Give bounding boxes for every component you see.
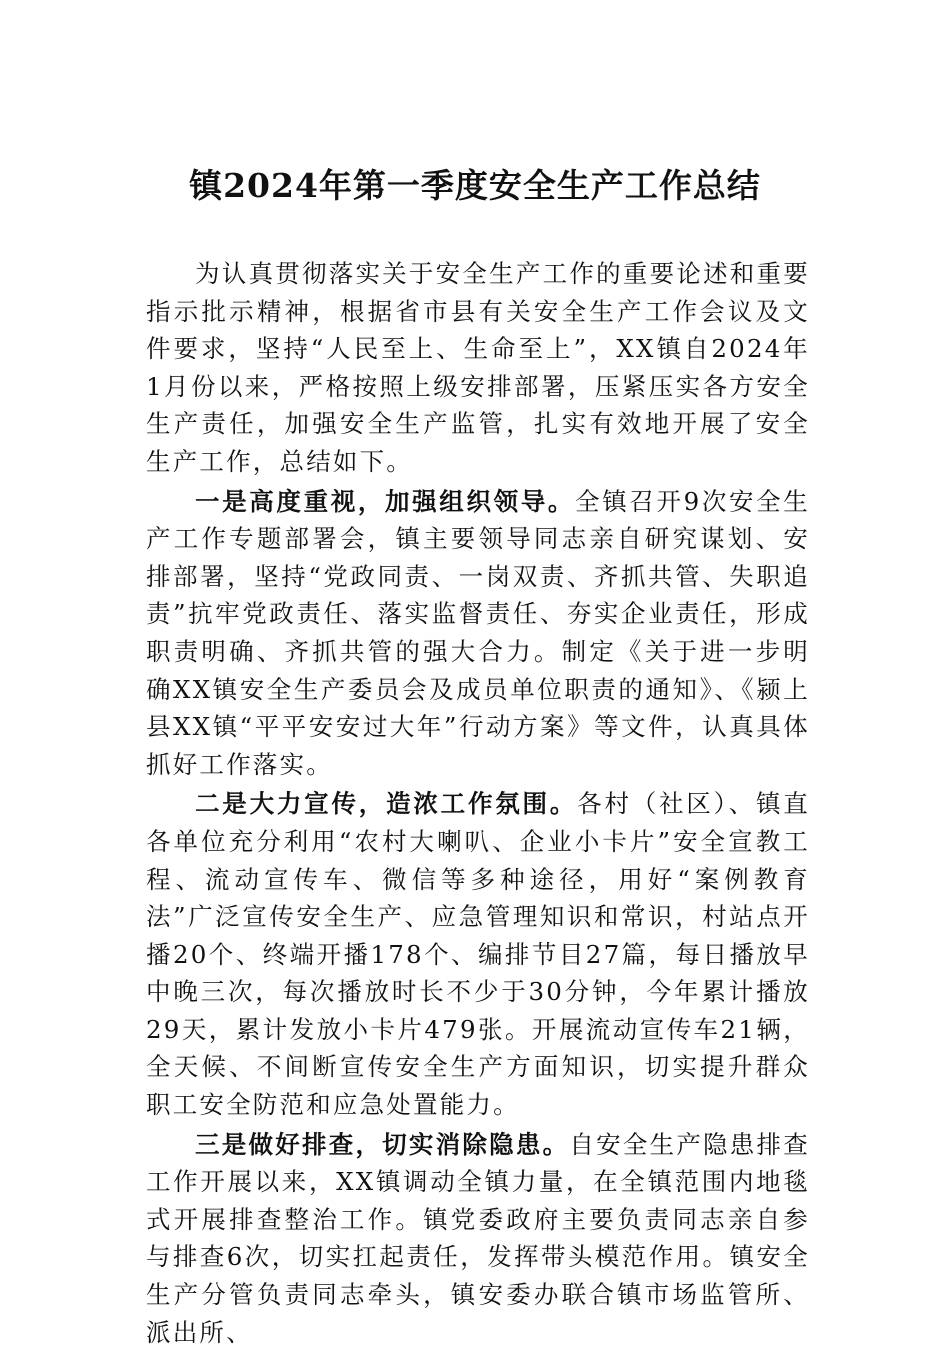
paragraph-publicity <box>146 785 810 1123</box>
paragraph-intro <box>146 255 810 481</box>
paragraph-text: 全镇召开9次安全生产工作专题部署会，镇主要领导同志亲自研究谋划、安排部署，坚持“党政同责、一岗双责、齐抓共管、失职追责”抗牢党政责任、落实监督责任、夯实企业责任，形成职责明确、齐抓共管的强大合力。制定《关于进一步明确XX镇安全生产委员会及成员单位职责的通知》、《颍上县XX镇“平平安安过大年”行动方案》等文件，认真具体抓好工作落实。 <box>146 486 810 779</box>
paragraph-inspection <box>146 1126 810 1352</box>
paragraph-organization <box>146 483 810 784</box>
paragraph-lead: 二是大力宣传，造浓工作氛围。 <box>195 789 578 819</box>
paragraph-text: 自安全生产隐患排查工作开展以来，XX镇调动全镇力量，在全镇范围内地毯式开展排查整治工作。镇党委政府主要负责同志亲自参与排查6次，切实扛起责任，发挥带头模范作用。镇安全生产分管负责同志牵头，镇安委办联合镇市场监管所、派出所、 <box>146 1129 810 1347</box>
document-body <box>146 255 810 1353</box>
paragraph-text: 各村（社区）、镇直各单位充分利用“农村大喇叭、企业小卡片”安全宣教工程、流动宣传车、微信等多种途径，用好“案例教育法”广泛宣传安全生产、应急管理知识和常识，村站点开播20个、终端开播178个、编排节目27篇，每日播放早中晚三次，每次播放时长不少于30分钟，今年累计播放29天，累计发放小卡片479张。开展流动宣传车21辆，全天候、不间断宣传安全生产方面知识，切实提升群众职工安全防范和应急处置能力。 <box>146 789 810 1120</box>
paragraph-lead: 一是高度重视，加强组织领导。 <box>195 486 576 516</box>
paragraph-text: 为认真贯彻落实关于安全生产工作的重要论述和重要指示批示精神，根据省市县有关安全生产工作会议及文件要求，坚持“人民至上、生命至上”，XX镇自2024年1月份以来，严格按照上级安排部署，压紧压实各方安全生产责任，加强安全生产监管，扎实有效地开展了安全生产工作，总结如下。 <box>146 259 810 476</box>
paragraph-lead: 三是做好排查，切实消除隐患。 <box>195 1129 570 1159</box>
document-title: 镇2024年第一季度安全生产工作总结 <box>189 166 761 205</box>
